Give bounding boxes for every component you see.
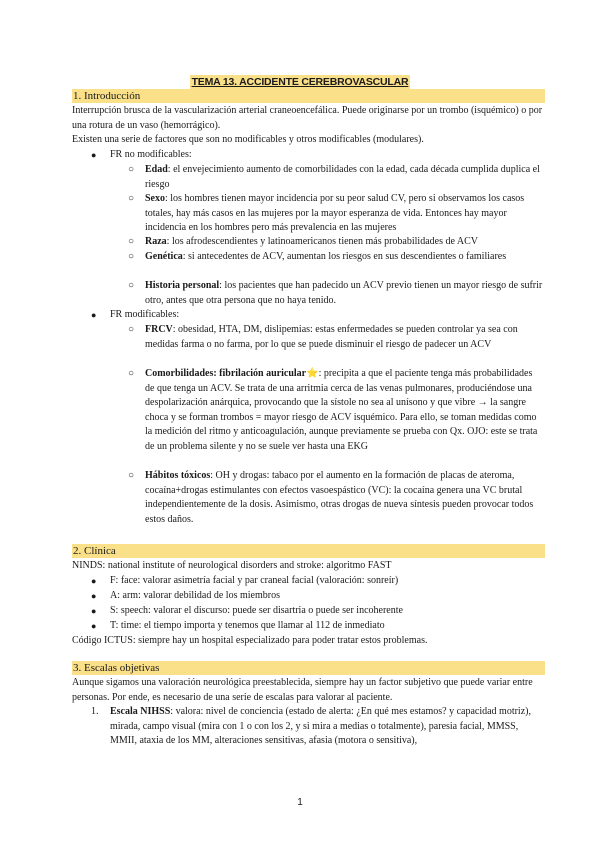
term: Sexo [145, 193, 165, 204]
intro-paragraph-1: Interrupción brusca de la vascularización arterial craneoencefálica. Puede originarse por un trombo (isquémico) o por una rotura de un vaso (hemorrágico). [72, 105, 543, 131]
desc: : precipita a que el paciente tenga más probabilidades de que tenga un ACV. Se trata de una arritmia cerca de las venas pulmonares, produciéndose una despolarización anárquica, provocando que la sístole no sea al unísono y que vibre → la sangre choca y se forman trombos = mayor riesgo de ACV isquémico. Para ello, se toman medidas como la medición del ritmo y anticoagulación, aunque previamente se prueba con Qx. OJO: este se trata de un problema silente y no se suele ver hasta una EKG [145, 368, 538, 452]
circle-bullet-icon: ○ [128, 251, 135, 262]
list-item-frcv [145, 323, 544, 352]
list-item-genetica [145, 250, 544, 265]
term: Comorbilidades: fibrilación auricular [145, 368, 307, 379]
desc: : valora: nivel de conciencia (estado de alerta: ¿En qué mes estamos? y capacidad motriz), mirada, campo visual (mira con 1 o con los 2, y si mira a medias o totalmente), paresia facial, MMSS, MMII, ataxia de los MM, alteraciones sensitivas, afasia (motora o sensitiva), [110, 706, 531, 746]
bullet-icon: ● [91, 591, 97, 601]
list-item-sexo [145, 192, 544, 236]
circle-bullet-icon: ○ [128, 193, 135, 204]
title-wrapper [0, 72, 600, 90]
bullet-icon: ● [91, 606, 97, 616]
fast-item-speech: S: speech: valorar el discurso: puede ser disartria o puede ser incoherente [110, 605, 403, 616]
list-number: 1. [91, 706, 99, 717]
circle-bullet-icon: ○ [128, 324, 135, 335]
desc: : los afrodescendientes y latinoamericanos tienen más probabilidades de ACV [166, 236, 478, 247]
bullet-icon: ● [91, 621, 97, 631]
list-item-habitos-toxicos [145, 469, 544, 527]
term: FRCV [145, 324, 173, 335]
term: Historia personal [145, 280, 220, 291]
section-heading-intro: 1. Introducción [72, 89, 545, 103]
section-heading-clinica: 2. Clínica [72, 544, 545, 558]
term: Hábitos tóxicos [145, 470, 211, 481]
codigo-ictus-line: Código ICTUS: siempre hay un hospital especializado para poder tratar estos problemas. [72, 635, 428, 646]
section-heading-escalas: 3. Escalas objetivas [72, 661, 545, 675]
desc: : si antecedentes de ACV, aumentan los riesgos en sus descendientes o familiares [182, 251, 507, 262]
term: Raza [145, 236, 167, 247]
star-icon: ⭐ [306, 368, 319, 379]
intro-paragraph-2: Existen una serie de factores que son no modificables y otros modificables (modulares). [72, 134, 424, 145]
page-number: 1 [297, 797, 303, 808]
term: Genética [145, 251, 183, 262]
circle-bullet-icon: ○ [128, 470, 135, 481]
term: Escala NIHSS [110, 706, 171, 717]
fast-item-face: F: face: valorar asimetría facial y par craneal facial (valoración: sonreír) [110, 575, 399, 586]
fr-modificables-label: FR modificables: [110, 309, 180, 320]
list-item-historia-personal [145, 279, 544, 308]
document-title: TEMA 13. ACCIDENTE CEREBROVASCULAR [191, 76, 409, 88]
circle-bullet-icon: ○ [128, 236, 135, 247]
desc: : OH y drogas: tabaco por el aumento en la formación de placas de ateroma, cocaína+drogas estimulantes con efectos vasoespástico (VC): la cocaína genera una VC brutal independientemente de la dosis. Asimismo, otras drogas de nueva síntesis pueden provocar todos estos daños. [145, 470, 534, 525]
circle-bullet-icon: ○ [128, 368, 135, 379]
fast-item-time: T: time: el tiempo importa y tenemos que llamar al 112 de inmediato [110, 620, 385, 631]
list-item-nihss [110, 705, 544, 749]
bullet-icon: ● [91, 576, 97, 586]
bullet-icon: ● [91, 150, 97, 160]
term: Edad [145, 164, 168, 175]
circle-bullet-icon: ○ [128, 280, 135, 291]
desc: : obesidad, HTA, DM, dislipemias: estas enfermedades se pueden controlar ya sea con medidas farma o no farma, por lo que se puede disminuir el riesgo de padecer un ACV [145, 324, 518, 350]
desc: : los hombres tienen mayor incidencia por su peor salud CV, pero si observamos los casos totales, hay más casos en las mujeres por la mayor esperanza de vida. Entonces hay mayor incidencia en los hombres pero más prevalencia en las mujeres [145, 193, 525, 233]
ninds-line: NINDS: national institute of neurological disorders and stroke: algoritmo FAST [72, 560, 392, 571]
escalas-paragraph: Aunque sigamos una valoración neurológica preestablecida, siempre hay un factor subjetivo que puede variar entre personas. Por ende, es necesario de una serie de escalas para valorar al paciente. [72, 677, 533, 703]
desc: : los pacientes que han padecido un ACV previo tienen un mayor riesgo de sufrir otro, antes que otra persona que no haya tenido. [145, 280, 543, 306]
list-item-edad [145, 163, 544, 192]
bullet-icon: ● [91, 310, 97, 320]
fast-item-arm: A: arm: valorar debilidad de los miembros [110, 590, 280, 601]
desc: : el envejecimiento aumento de comorbilidades con la edad, cada década cumplida duplica el riesgo [145, 164, 540, 190]
list-item-raza [145, 235, 544, 250]
circle-bullet-icon: ○ [128, 164, 135, 175]
fr-no-modificables-label: FR no modificables: [110, 149, 192, 160]
list-item-comorbilidades [145, 367, 544, 454]
